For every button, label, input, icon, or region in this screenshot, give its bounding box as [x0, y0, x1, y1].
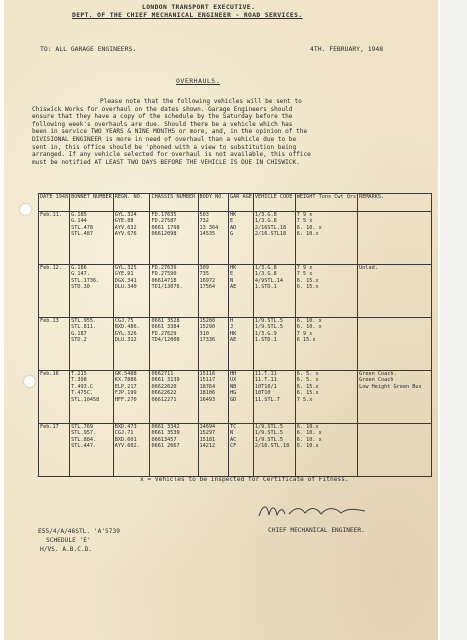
cell-line: 10T10/1 [254, 383, 277, 390]
cell-line: 17564 [199, 284, 216, 291]
table-row [39, 212, 432, 265]
cell-line: 7 9 x [296, 212, 313, 218]
cell-line: 2/16STL.18 [254, 224, 287, 231]
body-line: been in service TWO YEARS & NINE MONTHS or more, and, in the opinion of the [32, 128, 308, 136]
cell-line: 18764 [199, 383, 216, 390]
cell-line: 0661 3528 [151, 318, 180, 324]
cell-line: 1/9.STL.5 [254, 324, 283, 331]
body-line: following week's overhauls are due. Should there be a vehicle which has [32, 120, 293, 128]
cell-line: 18106 [199, 390, 216, 397]
cell-line: 14694 [199, 424, 216, 430]
table-cell-remarks [358, 318, 432, 371]
table-cell-garage [228, 424, 253, 477]
body-line: DIVISIONAL ENGINEER is more in need of overhaul than a vehicle due to be [32, 135, 297, 143]
cell-line: GD [229, 396, 237, 403]
table-cell-regn [113, 212, 150, 265]
cell-line: 0661 3384 [151, 324, 180, 331]
table-cell-chassis [150, 318, 198, 371]
table-cell-code [253, 424, 295, 477]
footnote: x = Vehicles to be inspected for Certificate of Fitness. [140, 476, 349, 483]
cell-line: 06622622 [151, 390, 177, 397]
cell-line: DLU.340 [114, 284, 137, 291]
cell-line: G.185 [71, 212, 87, 218]
cell-line: DLU.312 [114, 337, 137, 344]
table-cell-bonnet [70, 212, 114, 265]
letter-date: 4TH. FEBRUARY, 1948 [310, 45, 384, 53]
body-line: Chiswick Works for overhaul on the dates shown. Garage Engineers should [32, 105, 293, 113]
cell-line: 1/9.STL.5 [254, 436, 283, 443]
cell-line: BXD.486. [114, 324, 140, 331]
cell-line: 7 5 x [296, 271, 313, 278]
cell-line: 1/3.G.8 [254, 265, 277, 271]
table-cell-remarks [358, 371, 432, 424]
table-cell-code [253, 318, 295, 371]
cell-line: HK [229, 330, 237, 337]
cell-line: 4/9STL.14 [254, 277, 283, 284]
table-cell-body [198, 265, 228, 318]
page-edge [440, 0, 467, 640]
cell-line: 310 [199, 330, 209, 337]
cell-line: Green Coach [359, 377, 394, 384]
cell-line: 06613457 [151, 436, 177, 443]
header-executive: LONDON TRANSPORT EXECUTIVE. [142, 4, 256, 11]
cell-line: 6. 10.x [296, 443, 319, 450]
cell-line: 06612271 [151, 396, 177, 403]
reference-line-1: E55/4/A/46STL. 'A'5739 [38, 528, 120, 535]
cell-line: T.398 [71, 377, 87, 384]
table-cell-bonnet [70, 424, 114, 477]
cell-line: STL.478 [71, 224, 93, 231]
cell-line: 0661 1798 [151, 224, 180, 231]
cell-line: 15117 [199, 377, 216, 384]
cell-line: 6. 10.x [296, 424, 319, 430]
cell-line: 6. 15.x [296, 390, 319, 397]
cell-line: 2/16.STL.18 [254, 443, 290, 450]
body-line: ensure that they have a copy of the schedule by the Saturday before the [32, 113, 293, 121]
table-cell-garage [228, 318, 253, 371]
cell-line: N [229, 277, 234, 284]
cell-line: FD.27639 [151, 265, 177, 271]
table-cell-chassis [150, 265, 198, 318]
cell-line: TD4/12008 [151, 337, 180, 344]
col-header-bonnet: BONNET NUMBER [70, 194, 114, 212]
cell-line: CGJ.75 [114, 318, 134, 324]
cell-line: GYL.326 [114, 330, 137, 337]
cell-line: STL.884. [71, 436, 97, 443]
reference-line-2: SCHEDULE 'E' [46, 537, 91, 544]
cell-line: 6. 15.x [296, 284, 319, 291]
table-cell-date: Feb.17 [39, 424, 70, 477]
cell-line: FJP.199 [114, 390, 137, 397]
cell-line: 7 9 x [296, 330, 313, 337]
cell-line: 7 5.x [296, 396, 313, 403]
cell-line: 1/9.STL.5 [254, 424, 283, 430]
col-header-weight: WEIGHT Tons Cwt Qrs [295, 194, 357, 212]
cell-line: 1/3.G.8 [254, 271, 277, 278]
col-header-date: DATE 1948 [39, 194, 70, 212]
cell-line: AE [229, 337, 237, 344]
body-line: Please note that the following vehicles will be sent to [100, 98, 302, 105]
table-cell-bonnet [70, 265, 114, 318]
cell-line: GYE.91 [114, 271, 134, 278]
body-line: arranged. If any vehicle selected for overhaul is not available, this office [32, 151, 311, 159]
cell-line: HK [229, 265, 237, 271]
cell-line: 1/9.STL.5 [254, 318, 283, 324]
cell-line: G.187 [71, 330, 87, 337]
cell-line: 735 [199, 271, 209, 278]
cell-line: GYE.88 [114, 218, 134, 225]
cell-line: TD1/13076. [151, 284, 183, 291]
cell-line: 15297 [199, 430, 216, 437]
table-cell-regn [113, 265, 150, 318]
cell-line: 10T10 [254, 390, 271, 397]
cell-line: AC [229, 436, 237, 443]
cell-line: Green Coach. [359, 371, 397, 377]
cell-line: FD.17635 [151, 212, 177, 218]
cell-line: T.475C. [71, 390, 93, 397]
cell-line: TC [229, 424, 237, 430]
table-cell-weight [295, 424, 357, 477]
cell-line: 15280 [199, 318, 216, 324]
cell-line: STL.955. [71, 318, 97, 324]
cell-line: BXD.473 [114, 424, 137, 430]
table-cell-remarks [358, 212, 432, 265]
cell-line: 11.T.11 [254, 377, 277, 384]
cell-line: STL.811. [71, 324, 97, 331]
cell-line: GYL.325 [114, 265, 137, 271]
punch-hole-bottom [24, 376, 35, 387]
table-cell-body [198, 424, 228, 477]
table-cell-body [198, 371, 228, 424]
body-line: sent in, this office should be 'phoned with a view to substitution being [32, 143, 297, 151]
cell-line: G.147. [71, 271, 90, 278]
cell-line: STL.957. [71, 430, 97, 437]
cell-line: 11.T.11 [254, 371, 277, 377]
cell-line: AD [229, 224, 237, 231]
cell-line: STL.769 [71, 424, 93, 430]
cell-line: 16493 [199, 396, 216, 403]
table-cell-regn [113, 424, 150, 477]
cell-line: 1.STD.1 [254, 284, 277, 291]
cell-line: DGX.341 [114, 277, 137, 284]
cell-line: 16972 [199, 277, 216, 284]
overhaul-schedule-table [38, 193, 432, 477]
table-cell-chassis [150, 424, 198, 477]
col-header-regn: REGN. NO. [113, 194, 150, 212]
body-line: must be notified AT LEAST TWO DAYS BEFORE THE VEHICLE IS DUE IN CHISWICK. [32, 158, 300, 166]
table-row [39, 424, 432, 477]
cell-line: BXD.601 [114, 436, 137, 443]
cell-line: 6. 10. x [296, 324, 322, 331]
punch-hole-top [20, 204, 31, 215]
table-cell-regn [113, 371, 150, 424]
cell-line: 14535 [199, 231, 216, 238]
cell-line: T.215 [71, 371, 87, 377]
cell-line: STD.2 [71, 337, 87, 344]
cell-line: 6. 10. x [296, 224, 322, 231]
table-cell-remarks [358, 265, 432, 318]
table-cell-weight [295, 265, 357, 318]
table-cell-date: Feb.16 [39, 371, 70, 424]
cell-line: 6. 10. x [296, 430, 322, 437]
cell-line: 6. 15.x [296, 383, 319, 390]
table-cell-regn [113, 318, 150, 371]
cell-line: 0661 3539 [151, 430, 180, 437]
header-department: DEPT. OF THE CHIEF MECHANICAL ENGINEER - ROAD SERVICES. [72, 12, 303, 19]
cell-line: AYV.676 [114, 231, 137, 238]
cell-line: HG [229, 390, 237, 397]
table-cell-bonnet [70, 318, 114, 371]
cell-line: 1/3.G.8 [254, 218, 277, 225]
cell-line: CF [229, 443, 237, 450]
cell-line: 06614718 [151, 277, 177, 284]
cell-line: FD.27590 [151, 271, 177, 278]
cell-line: Low Height Green Bus [359, 383, 422, 390]
cell-line: 2/16.STL18 [254, 231, 287, 238]
cell-line: AE [229, 284, 237, 291]
cell-line: 732 [199, 218, 209, 225]
cell-line: 6. 10. x [296, 318, 322, 324]
cell-line: 06622620 [151, 383, 177, 390]
cell-line: HH [229, 371, 237, 377]
cell-line: 11.STL.7 [254, 396, 280, 403]
cell-line: 15181 [199, 436, 216, 443]
table-cell-date: Feb.11. [39, 212, 70, 265]
cell-line: HFF.270 [114, 396, 137, 403]
cell-line: 0661 2667 [151, 443, 180, 450]
cell-line: 6 15.x [296, 337, 316, 344]
cell-line: 1/3.G.8 [254, 212, 277, 218]
cell-line: T.493.C [71, 383, 93, 390]
handwritten-signature [255, 502, 375, 520]
cell-line: 6. 10.x [296, 231, 319, 238]
cell-line: 6. 10. x [296, 436, 322, 443]
cell-line: H [229, 318, 234, 324]
cell-line: HK [229, 212, 237, 218]
col-header-garage: GAR AGE [228, 194, 253, 212]
table-cell-date: Feb.13 [39, 318, 70, 371]
cell-line: 14212 [199, 443, 216, 450]
cell-line: FD.27629 [151, 330, 177, 337]
table-cell-code [253, 265, 295, 318]
cell-line: 15116 [199, 371, 216, 377]
table-row [39, 318, 432, 371]
reference-line-3: H/VS. A.B.C.D. [40, 546, 93, 553]
table-cell-body [198, 212, 228, 265]
table-row [39, 265, 432, 318]
table-cell-garage [228, 265, 253, 318]
table-cell-body [198, 318, 228, 371]
cell-line: 13 364 [199, 224, 219, 231]
addressee: TO: ALL GARAGE ENGINEERS. [40, 45, 137, 53]
cell-line: 309 [199, 265, 209, 271]
table-cell-code [253, 371, 295, 424]
table-cell-weight [295, 371, 357, 424]
cell-line: GYL.324 [114, 212, 137, 218]
table-row [39, 371, 432, 424]
table-cell-remarks [358, 424, 432, 477]
table-cell-garage [228, 212, 253, 265]
cell-line: STD.30 [71, 284, 90, 291]
cell-line: STL.1736. [71, 277, 100, 284]
cell-line: N [229, 430, 234, 437]
cell-line: 7 5 x [296, 218, 313, 225]
cell-line: E [229, 271, 234, 278]
table-cell-chassis [150, 371, 198, 424]
table-cell-chassis [150, 212, 198, 265]
table-cell-garage [228, 371, 253, 424]
cell-line: 1/3.G.9 [254, 330, 277, 337]
cell-line: 503 [199, 212, 209, 218]
cell-line: 7 9 x [296, 265, 313, 271]
cell-line: 06612098 [151, 231, 177, 238]
cell-line: G.186 [71, 265, 87, 271]
cell-line: 6. 15.x [296, 277, 319, 284]
cell-line: 15290 [199, 324, 216, 331]
cell-line: STL.447. [71, 443, 97, 450]
cell-line: FD.27587 [151, 218, 177, 225]
cell-line: STL.10458 [71, 396, 100, 403]
table-cell-code [253, 212, 295, 265]
cell-line: 0662711 [151, 371, 174, 377]
col-header-chassis: CHASSIS NUMBER [150, 194, 198, 212]
cell-line: 1.STD.1 [254, 337, 277, 344]
cell-line: CGJ.71 [114, 430, 134, 437]
cell-line: E [229, 218, 234, 225]
cell-line: 0661 3139 [151, 377, 180, 384]
cell-line: Unlad. [359, 265, 378, 271]
cell-line: AYV.602. [114, 443, 140, 450]
table-cell-weight [295, 318, 357, 371]
table-cell-weight [295, 212, 357, 265]
cell-line: G.144 [71, 218, 87, 225]
cell-line: NB [229, 383, 237, 390]
table-cell-bonnet [70, 371, 114, 424]
signatory-title: CHIEF MECHANICAL ENGINEER. [268, 527, 365, 534]
cell-line: AYV.632 [114, 224, 137, 231]
cell-line: UX [229, 377, 237, 384]
table-cell-date: Feb.12. [39, 265, 70, 318]
letter-subject: OVERHAULS. [176, 77, 221, 85]
col-header-body: BODY NO. [198, 194, 228, 212]
cell-line: 1/9.STL.5 [254, 430, 283, 437]
cell-line: 17336 [199, 337, 216, 344]
table-header-row [39, 194, 432, 212]
cell-line: 6. 5. x [296, 371, 319, 377]
cell-line: G [229, 231, 234, 238]
cell-line: 6. 5. x [296, 377, 319, 384]
cell-line: STL.487 [71, 231, 93, 238]
cell-line: ELP.217 [114, 383, 137, 390]
cell-line: KX.7886 [114, 377, 137, 384]
letter-body [32, 98, 392, 166]
cell-line: 0661 3342 [151, 424, 180, 430]
cell-line: GK.5488 [114, 371, 137, 377]
col-header-remarks: REMARKS. [358, 194, 432, 212]
cell-line: J [229, 324, 234, 331]
col-header-code: VEHICLE CODE [253, 194, 295, 212]
